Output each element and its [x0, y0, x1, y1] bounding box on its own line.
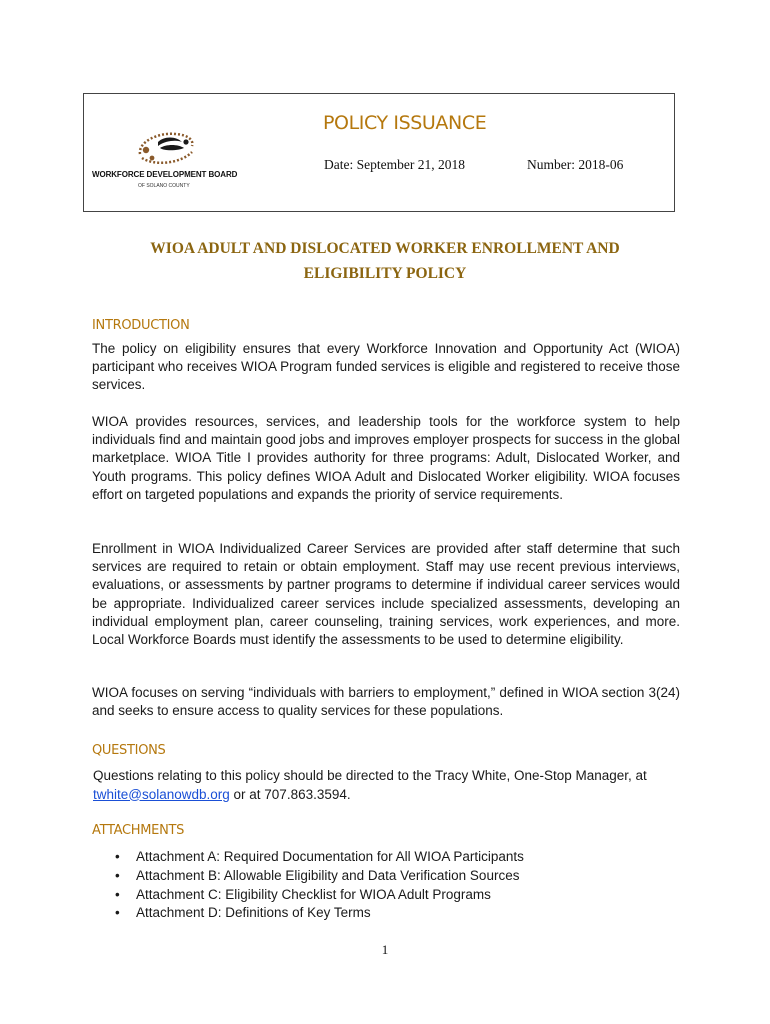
list-item — [112, 867, 524, 886]
page-number: 1 — [381, 942, 389, 957]
bullet-icon: • — [115, 905, 120, 921]
intro-paragraph-4: WIOA focuses on serving “individuals with barriers to employment,” defined in WIOA section 3(24) and seeks to ensure access to quality services for these populations. — [92, 685, 680, 719]
issuance-number: Number: 2018-06 — [527, 157, 624, 172]
questions-paragraph — [93, 767, 683, 804]
bullet-icon: • — [115, 886, 120, 902]
org-logo — [92, 128, 252, 198]
list-item — [112, 848, 524, 867]
questions-text-before: Questions relating to this policy should be directed to the Tracy White, One-Stop Manager, at — [93, 768, 647, 783]
attachment-label: Attachment B: Allowable Eligibility and Data Verification Sources — [136, 867, 520, 883]
questions-text-after: or at 707.863.3594. — [229, 786, 351, 802]
attachments-list — [112, 848, 524, 923]
questions-heading: QUESTIONS — [92, 743, 166, 758]
list-item — [112, 904, 524, 923]
intro-paragraph-1: The policy on eligibility ensures that every Workforce Innovation and Opportunity Act (WIOA) participant who receives WIOA Program funded services is eligible and registered to receive those services. — [92, 341, 680, 393]
attachment-label: Attachment C: Eligibility Checklist for WIOA Adult Programs — [136, 886, 491, 902]
logo-org-sub: OF SOLANO COUNTY — [138, 183, 190, 189]
attachment-label: Attachment A: Required Documentation for All WIOA Participants — [136, 849, 524, 864]
contact-email-link[interactable]: twhite@solanowdb.org — [93, 786, 230, 802]
logo-emblem-icon — [136, 128, 198, 168]
issuance-date: Date: September 21, 2018 — [324, 157, 465, 172]
logo-org-name: WORKFORCE DEVELOPMENT BOARD — [92, 170, 238, 179]
bullet-icon: • — [115, 849, 120, 864]
intro-paragraph-3: Enrollment in WIOA Individualized Career Services are provided after staff determine that such services are required to retain or obtain employment. Staff may use recent previous interviews, evaluations, or assessments by partner programs to determine if individual career services would be appropriate. Individualized career services include specialized assessments, developing an individual employment plan, career counseling, training services, work experiences, and more. Local Workforce Boards must identify the assessments to be used to determine eligibility. — [92, 541, 680, 648]
bullet-icon: • — [115, 867, 120, 883]
list-item — [112, 886, 524, 905]
document-title — [100, 236, 670, 286]
document-title-line1: WIOA ADULT AND DISLOCATED WORKER ENROLLMENT AND — [150, 240, 620, 257]
policy-issuance-title: POLICY ISSUANCE — [323, 112, 487, 134]
document-title-line2: ELIGIBILITY POLICY — [303, 265, 467, 282]
attachments-heading: ATTACHMENTS — [92, 823, 185, 838]
intro-paragraph-2: WIOA provides resources, services, and leadership tools for the workforce system to help individuals find and maintain good jobs and improves employer prospects for success in the global marketplace. WIOA Title I provides authority for three programs: Adult, Dislocated Worker, and Youth programs. This policy defines WIOA Adult and Dislocated Worker eligibility. WIOA focuses effort on targeted populations and expands the priority of service requirements. — [92, 414, 680, 502]
attachment-label: Attachment D: Definitions of Key Terms — [136, 905, 371, 921]
introduction-heading: INTRODUCTION — [92, 318, 190, 333]
